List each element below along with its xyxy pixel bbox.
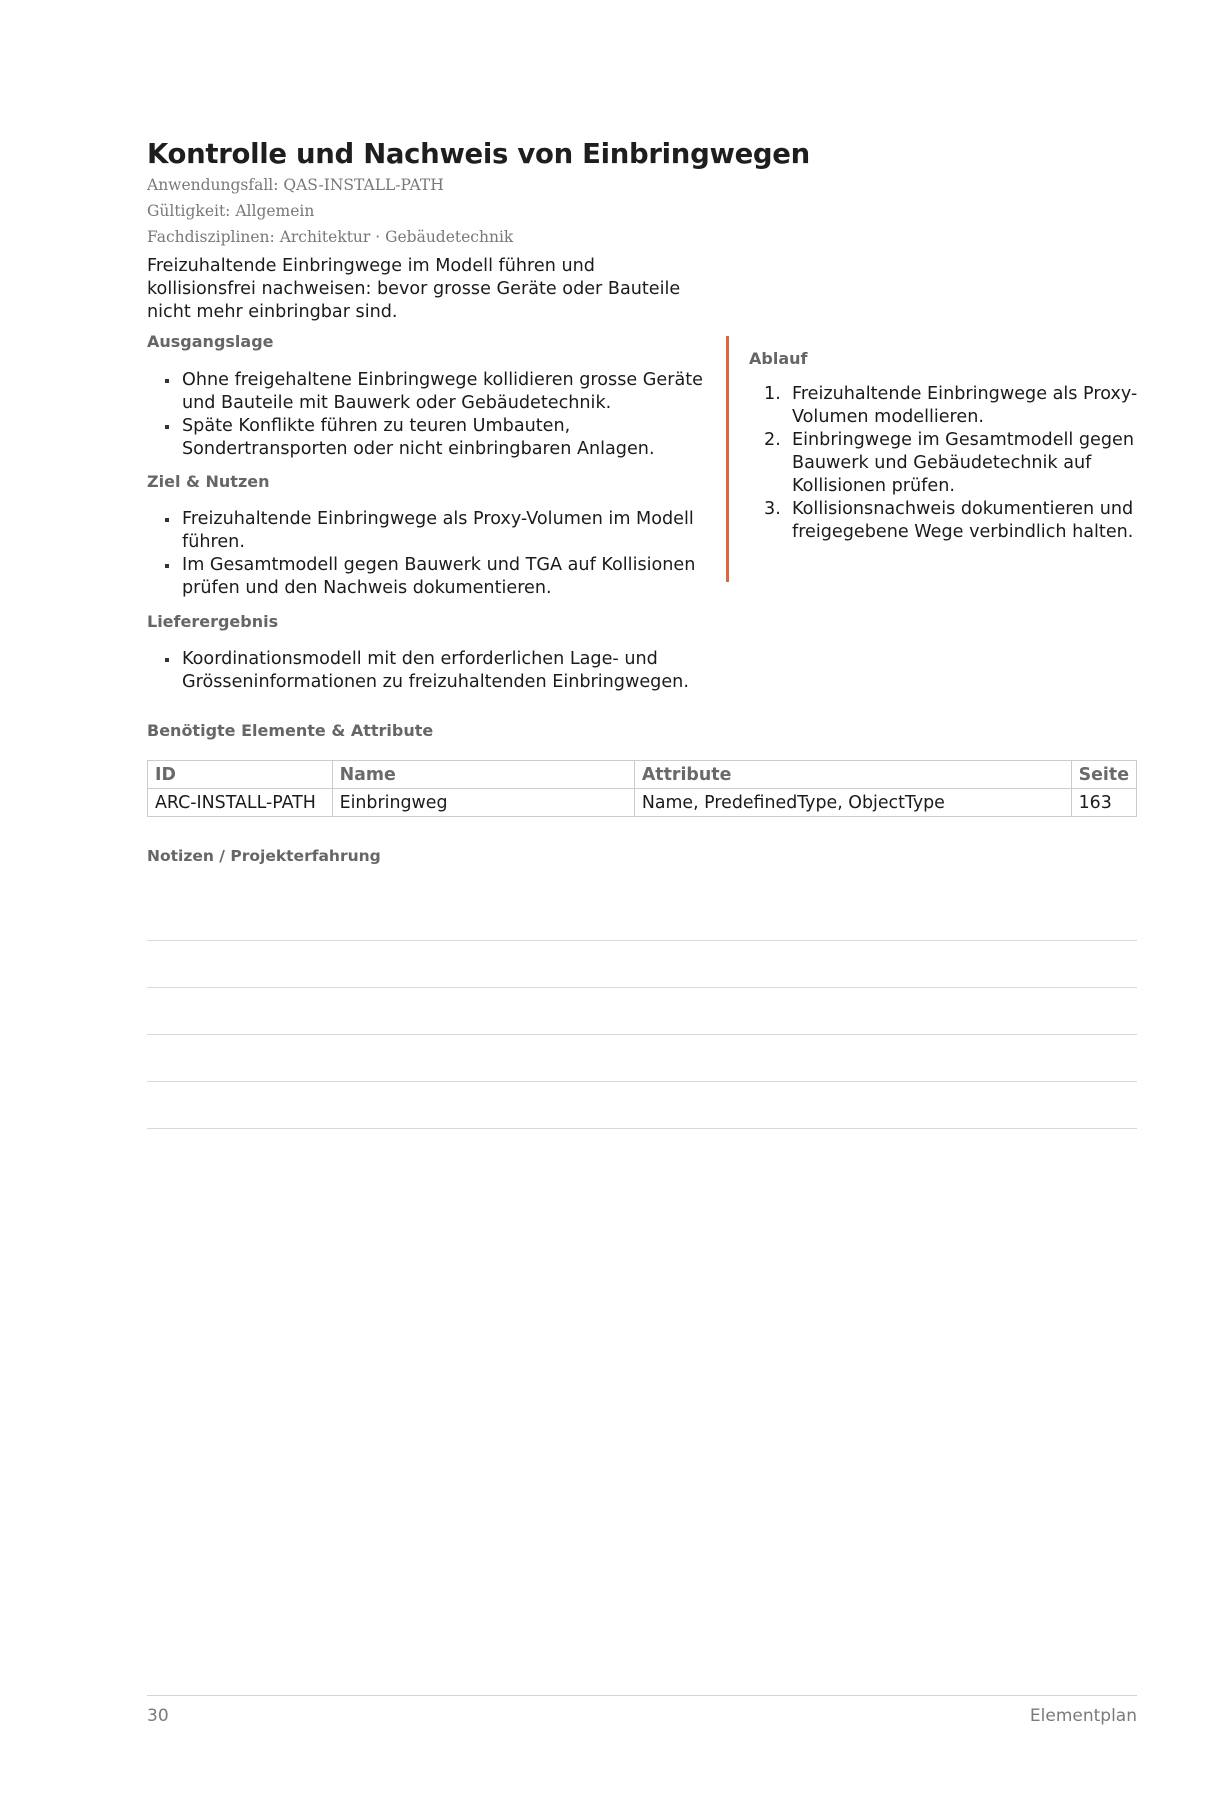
cell-id: ARC-INSTALL-PATH — [148, 789, 333, 817]
section-heading-notizen: Notizen / Projekterfahrung — [147, 847, 381, 865]
note-line — [147, 940, 1137, 941]
column-header-name: Name — [332, 761, 634, 789]
meta-gueltigkeit: Gültigkeit: Allgemein — [147, 202, 315, 220]
cell-name: Einbringweg — [332, 789, 634, 817]
intro-text: Freizuhaltende Einbringwege im Modell führen und kollisionsfrei nachweisen: bevor grosse Geräte oder Bauteile nicht mehr einbringbar sind. — [147, 256, 681, 322]
section-heading-ausgangslage: Ausgangslage — [147, 332, 274, 351]
table-row — [148, 789, 1137, 817]
section-heading-elemente: Benötigte Elemente & Attribute — [147, 721, 434, 740]
section-heading-lieferergebnis: Lieferergebnis — [147, 612, 279, 631]
elements-table — [147, 760, 1137, 817]
bullet-icon — [165, 564, 169, 568]
page-title: Kontrolle und Nachweis von Einbringwegen — [147, 138, 810, 170]
table-header-row — [148, 761, 1137, 789]
bullet-icon — [165, 425, 169, 429]
note-line — [147, 1034, 1137, 1035]
note-line — [147, 987, 1137, 988]
section-heading-ablauf: Ablauf — [749, 349, 808, 368]
bullet-icon — [165, 658, 169, 662]
step-item: 3. Kollisionsnachweis dokumentieren und freigegebene Wege verbindlich halten. — [764, 499, 1134, 542]
list-ausgangslage — [165, 369, 715, 461]
column-header-attribute: Attribute — [634, 761, 1071, 789]
list-ablauf — [764, 383, 1144, 544]
footer-section-label: Elementplan — [1029, 1706, 1137, 1726]
cell-seite: 163 — [1071, 789, 1136, 817]
note-line — [147, 1081, 1137, 1082]
meta-anwendungsfall: Anwendungsfall: QAS-INSTALL-PATH — [147, 176, 444, 194]
step-item: 2. Einbringwege im Gesamtmodell gegen Bauwerk und Gebäudetechnik auf Kollisionen prüfen. — [764, 430, 1135, 496]
step-item: 1. Freizuhaltende Einbringwege als Proxy-Volumen modellieren. — [764, 384, 1138, 427]
column-header-id: ID — [148, 761, 333, 789]
page-number: 30 — [147, 1706, 169, 1726]
list-item: Im Gesamtmodell gegen Bauwerk und TGA auf Kollisionen prüfen und den Nachweis dokumentieren. — [165, 554, 715, 600]
footer-divider — [147, 1695, 1137, 1696]
note-line — [147, 1128, 1137, 1129]
bullet-icon — [165, 518, 169, 522]
list-item: Späte Konflikte führen zu teuren Umbauten, Sondertransporten oder nicht einbringbaren Anlagen. — [165, 415, 715, 461]
section-heading-ziel: Ziel & Nutzen — [147, 472, 270, 491]
cell-attribute: Name, PredefinedType, ObjectType — [634, 789, 1071, 817]
list-lieferergebnis — [165, 648, 715, 694]
list-item: Ohne freigehaltene Einbringwege kollidieren grosse Geräte und Bauteile mit Bauwerk oder Gebäudetechnik. — [165, 369, 715, 415]
list-item: Freizuhaltende Einbringwege als Proxy-Volumen im Modell führen. — [165, 508, 715, 554]
ablauf-accent-bar — [726, 336, 729, 582]
bullet-icon — [165, 379, 169, 383]
meta-fachdisziplinen: Fachdisziplinen: Architektur · Gebäudetechnik — [147, 228, 514, 246]
list-ziel — [165, 508, 715, 600]
column-header-seite: Seite — [1071, 761, 1136, 789]
list-item: Koordinationsmodell mit den erforderlichen Lage- und Grösseninformationen zu freizuhaltenden Einbringwegen. — [165, 648, 715, 694]
